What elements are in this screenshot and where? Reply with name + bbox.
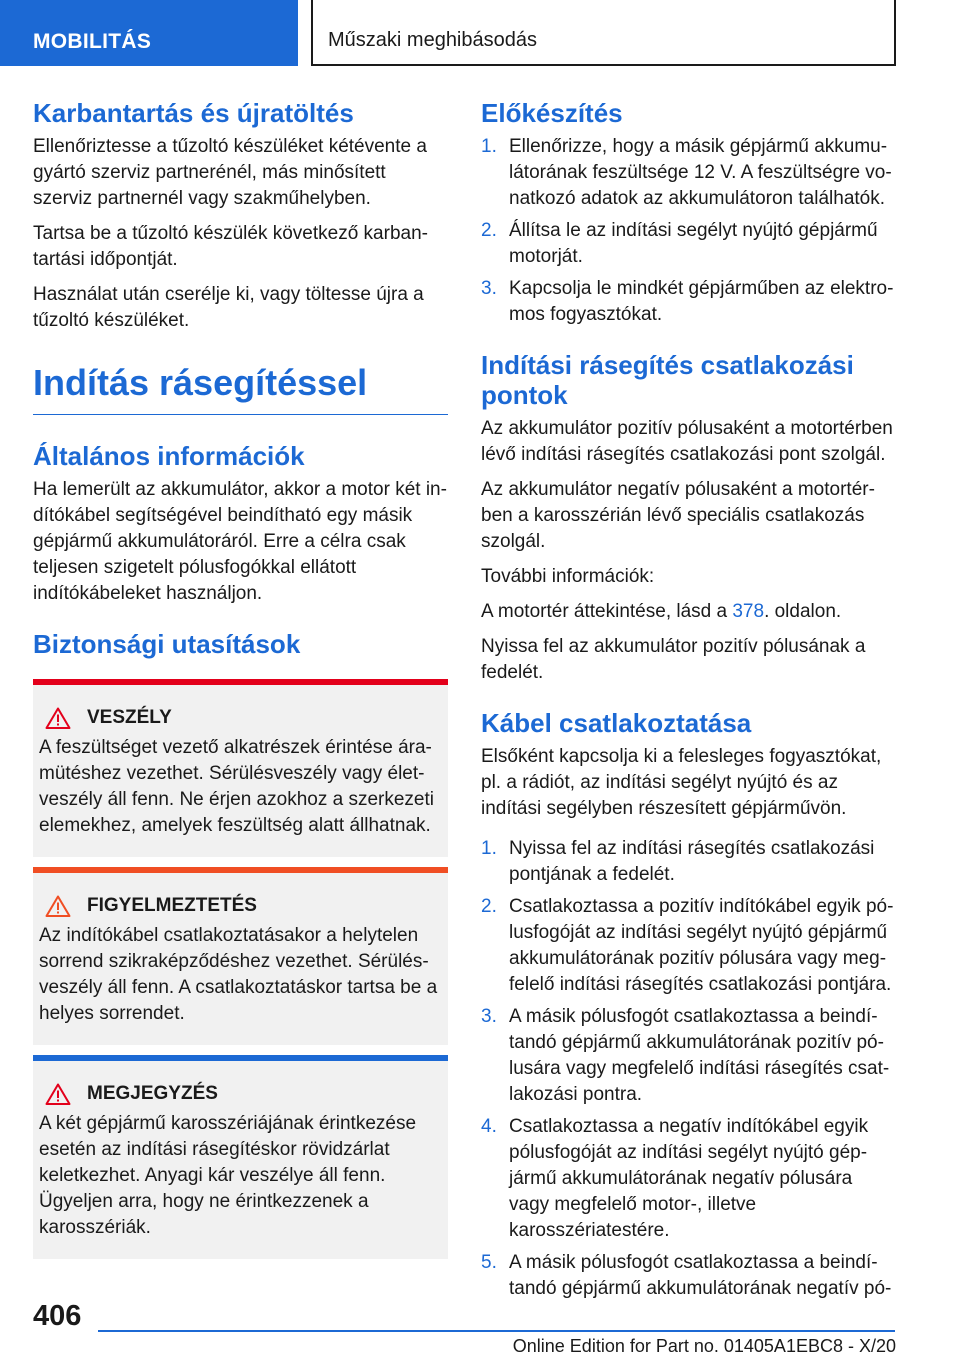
warning-triangle-icon [45, 1083, 71, 1105]
list-item [481, 1004, 896, 1108]
list-item [481, 894, 896, 998]
left-column [33, 98, 448, 1269]
step-text: A másik pólusfogót csatlakoztassa a beindítandó gépjármű akkumulátorának negatív pó- [509, 1252, 892, 1299]
list-item [481, 134, 896, 212]
notice-warning-label: FIGYELMEZTETÉS [87, 895, 257, 916]
notice-warning-box [33, 873, 448, 1045]
step-number: 3. [481, 278, 497, 299]
step-number: 2. [481, 896, 497, 917]
step-number: 1. [481, 136, 497, 157]
warning-triangle-icon [45, 707, 71, 729]
page-header [0, 0, 960, 66]
maintenance-heading: Karbantartás és újratöltés [33, 98, 354, 128]
step-number: 1. [481, 838, 497, 859]
points-ref-prefix: A motortér áttekintése, lásd a [481, 601, 733, 622]
page-reference-link[interactable]: 378 [732, 601, 765, 622]
step-text: Kapcsolja le mindkét gépjárműben az elektromos fogyasztókat. [509, 278, 894, 325]
cable-heading: Kábel csatlakoztatása [481, 708, 752, 738]
step-text: Csatlakoztassa a pozitív indítókábel egyik pólusfogóját az indítási segélyt nyújtó gépjármű akkumulátorának pozitív pólusára vagy megfelelő indítási rásegítés csatlakozási pontjára. [509, 896, 894, 995]
general-info-paragraph: Ha lemerült az akkumulátor, akkor a motor két indítókábel segítségével beindítható egy másik gépjármű akkumulátoráról. Erre a célra csak teljesen szigetelt pólusfogókkal ellátott indítókábeleket használjon. [33, 479, 447, 604]
notice-note-header [39, 1083, 440, 1105]
step-text: Nyissa fel az indítási rásegítés csatlakozási pontjának a fedelét. [509, 838, 875, 885]
page-number: 406 [33, 1300, 82, 1332]
notice-warning [33, 867, 448, 1045]
notice-note-box [33, 1061, 448, 1259]
step-number: 5. [481, 1252, 497, 1273]
step-text: Állítsa le az indítási segélyt nyújtó gépjármű motorját. [509, 220, 878, 267]
notice-note-text: A két gépjármű karosszériájának érintkezése esetén az indítási rásegítéskor rövidzárlat keletkezhet. Anyagi kár veszélye áll fenn. Ügyeljen arra, hogy ne érintkezzenek a karosszériák. [39, 1113, 417, 1238]
step-number: 3. [481, 1006, 497, 1027]
general-info-heading: Általános információk [33, 441, 305, 471]
list-item [481, 836, 896, 888]
prep-heading: Előkészítés [481, 98, 623, 128]
notice-danger-header [39, 707, 440, 729]
connection-points-heading: Indítási rásegítés csatlakozási pontok [481, 350, 854, 410]
points-paragraph-3: További információk: [481, 566, 655, 587]
prep-steps [481, 134, 896, 328]
points-paragraph-5: Nyissa fel az akkumulátor pozitív pólusának a fedelét. [481, 636, 866, 683]
step-text: A másik pólusfogót csatlakoztassa a beindítandó gépjármű akkumulátorának pozitív pólusára vagy megfelelő indítási rásegítés csatlakozási pontra. [509, 1006, 890, 1105]
points-paragraph-2: Az akkumulátor negatív pólusaként a motortérben a karosszérián lévő speciális csatlakozás szolgál. [481, 479, 875, 552]
maintenance-paragraph-2: Tartsa be a tűzoltó készülék következő karbantartási időpontját. [33, 223, 428, 270]
cable-paragraph: Elsőként kapcsolja ki a felesleges fogyasztókat, pl. a rádiót, az indítási segélyt nyújtó és az indítási segélyben részesített gépjárművön. [481, 746, 882, 819]
list-item [481, 1250, 896, 1302]
maintenance-paragraph-3: Használat után cserélje ki, vagy töltesse újra a tűzoltó készüléket. [33, 284, 424, 331]
notice-danger [33, 679, 448, 857]
section-tab: MOBILITÁS [0, 0, 298, 66]
chapter-title: Műszaki meghibásodás [311, 0, 896, 66]
warning-triangle-icon [45, 895, 71, 917]
list-item [481, 218, 896, 270]
step-number: 4. [481, 1116, 497, 1137]
edition-info: Online Edition for Part no. 01405A1EBC8 - X/20 [512, 1336, 896, 1356]
notice-danger-text: A feszültséget vezető alkatrészek érintése áramütéshez vezethet. Sérülésveszély vagy életveszély áll fenn. Ne érjen azokhoz a szerkezeti elemekhez, amelyek feszültség alatt állhatnak. [39, 737, 434, 836]
footer-divider [98, 1330, 895, 1332]
step-number: 2. [481, 220, 497, 241]
notice-danger-box [33, 685, 448, 857]
notice-note [33, 1055, 448, 1259]
chapter-heading: Indítás rásegítéssel [33, 362, 368, 403]
notice-danger-label: VESZÉLY [87, 707, 172, 728]
points-ref-suffix: . oldalon. [764, 601, 842, 622]
list-item [481, 1114, 896, 1244]
right-column [481, 98, 896, 1308]
notice-warning-header [39, 895, 440, 917]
points-paragraph-1: Az akkumulátor pozitív pólusaként a motortérben lévő indítási rásegítés csatlakozási pont szolgál. [481, 418, 893, 465]
points-paragraph-4 [481, 599, 896, 625]
step-text: Ellenőrizze, hogy a másik gépjármű akkumulátorának feszültsége 12 V. A feszültségre vonatkozó adatok az akkumulátoron találhatók. [509, 136, 892, 209]
step-text: Csatlakoztassa a negatív indítókábel egyik pólusfogóját az indítási segélyt nyújtó gépjármű akkumulátorának negatív pólusára vagy megfelelő motor-, illetve karosszériatestére. [509, 1116, 869, 1241]
notice-note-label: MEGJEGYZÉS [87, 1083, 218, 1104]
safety-heading: Biztonsági utasítások [33, 629, 301, 659]
chapter-heading-wrap [33, 362, 448, 415]
notice-warning-text: Az indítókábel csatlakoztatásakor a helytelen sorrend szikraképződéshez vezethet. Sérülésveszély áll fenn. A csatlakoztatáskor tartsa be a helyes sorrendet. [39, 925, 438, 1024]
maintenance-paragraph-1: Ellenőriztesse a tűzoltó készüléket kétévente a gyártó szerviz partnerénél, más minősített szerviz partnernél vagy szakműhelyben. [33, 136, 427, 209]
list-item [481, 276, 896, 328]
cable-steps [481, 836, 896, 1302]
